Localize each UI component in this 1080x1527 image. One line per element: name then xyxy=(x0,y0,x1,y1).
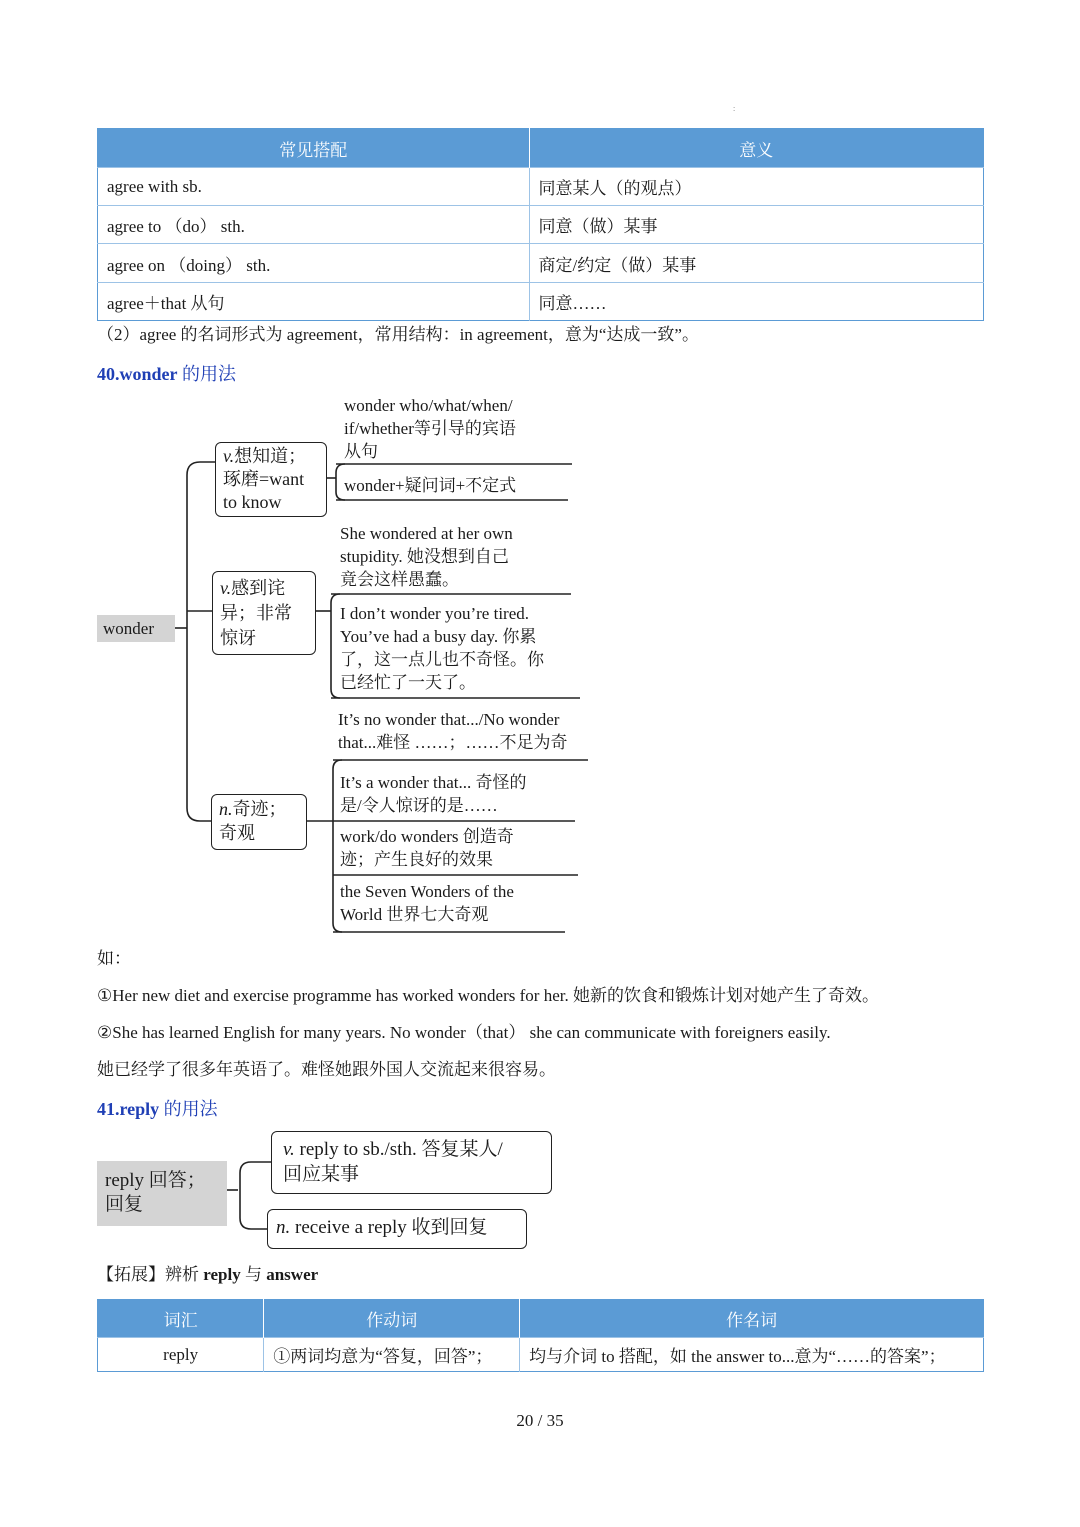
item-line: 已经忙了一天了。 xyxy=(340,673,476,692)
table-cell: reply xyxy=(98,1338,264,1372)
pos-label: v. xyxy=(283,1139,295,1160)
item-line: 从句 xyxy=(344,442,378,461)
table-row xyxy=(98,1338,984,1372)
item-line: work/do wonders 创造奇 xyxy=(340,827,514,846)
table-cell: agree on （doing） sth. xyxy=(98,244,530,283)
node-line: reply to sb./sth. 答复某人/ xyxy=(294,1139,503,1160)
node-line: 回应某事 xyxy=(283,1164,360,1185)
item-line: if/whether等引导的宾语 xyxy=(344,419,516,438)
section-title: 的用法 xyxy=(177,364,236,384)
item-line: 是/令人惊讶的是…… xyxy=(340,796,498,815)
example-sentence: ②She has learned English for many years. No wonder（that） she can communicate with foreigners easily. xyxy=(97,1023,831,1042)
agreement-note: （2）agree 的名词形式为 agreement，常用结构：in agreement，意为“达成一致”。 xyxy=(97,325,699,344)
example-translation: 她已经学了很多年英语了。难怪她跟外国人交流起来很容易。 xyxy=(97,1060,556,1079)
node-line: 回复 xyxy=(105,1194,144,1215)
node-line: 奇观 xyxy=(219,823,255,843)
table-cell: agree with sb. xyxy=(98,168,530,206)
reply-root-node xyxy=(97,1161,227,1226)
item-line: World 世界七大奇观 xyxy=(340,905,489,924)
example-sentence: ①Her new diet and exercise programme has worked wonders for her. 她新的饮食和锻炼计划对她产生了奇效。 xyxy=(97,986,879,1005)
table-header: 作名词 xyxy=(520,1300,984,1338)
node-line: to know xyxy=(223,492,282,512)
reply-noun-node xyxy=(267,1209,527,1249)
table-cell: 均与介词 to 搭配，如 the answer to...意为“……的答案”； xyxy=(520,1338,984,1372)
reply-verb-node xyxy=(271,1131,552,1194)
item-line: She wondered at her own xyxy=(340,524,513,543)
section-number: 40.wonder xyxy=(97,364,178,384)
extension-connector: 与 xyxy=(240,1265,267,1284)
section-number: 41.reply xyxy=(97,1099,160,1119)
node-line: receive a reply 收到回复 xyxy=(290,1217,488,1238)
extension-heading xyxy=(97,1264,318,1286)
item-line: 迹；产生良好的效果 xyxy=(340,850,493,869)
node-line: 琢磨=want xyxy=(223,469,305,489)
node-line: 感到诧 xyxy=(231,578,286,598)
item-line: wonder+疑问词+不定式 xyxy=(344,476,517,495)
table-header: 常见搭配 xyxy=(98,129,530,168)
item-line: It’s no wonder that.../No wonder xyxy=(338,710,560,729)
keyword-answer: answer xyxy=(266,1265,319,1284)
table-header: 作动词 xyxy=(264,1300,520,1338)
table-header: 词汇 xyxy=(98,1300,264,1338)
item-line: You’ve had a busy day. 你累 xyxy=(340,627,537,646)
table-cell: ①两词均意为“答复，回答”； xyxy=(264,1338,520,1372)
item-line: 了，这一点儿也不奇怪。你 xyxy=(340,650,544,669)
keyword-reply: reply xyxy=(203,1265,241,1284)
reply-answer-table xyxy=(97,1299,984,1372)
page-number: 20 / 35 xyxy=(516,1411,564,1430)
node-line: 奇迹； xyxy=(232,799,287,819)
item-line: wonder who/what/when/ xyxy=(344,396,513,415)
node-line: 想知道； xyxy=(234,446,307,466)
table-cell: 商定/约定（做）某事 xyxy=(529,244,983,283)
item-line: the Seven Wonders of the xyxy=(340,882,514,901)
item-line: I don’t wonder you’re tired. xyxy=(340,604,529,623)
pos-label: v. xyxy=(220,578,232,598)
extension-label: 【拓展】辨析 xyxy=(97,1265,204,1284)
table-cell: agree＋that 从句 xyxy=(98,283,530,321)
node-line: reply 回答； xyxy=(105,1170,206,1191)
pos-label: n. xyxy=(276,1217,291,1238)
item-line: that...难怪 ……；……不足为奇 xyxy=(338,733,568,752)
table-header: 意义 xyxy=(529,129,983,168)
node-line: 异；非常 xyxy=(220,603,292,623)
pos-label: v. xyxy=(223,446,235,466)
table-cell: agree to （do） sth. xyxy=(98,206,530,244)
item-line: It’s a wonder that... 奇怪的 xyxy=(340,773,527,792)
table-cell: 同意（做）某事 xyxy=(529,206,983,244)
section-title: 的用法 xyxy=(159,1099,218,1119)
item-line: stupidity. 她没想到自己 xyxy=(340,547,509,566)
examples-intro: 如： xyxy=(97,949,131,968)
table-cell: 同意…… xyxy=(529,283,983,321)
node-line: 惊讶 xyxy=(220,628,256,648)
top-mark: : xyxy=(733,104,736,113)
table-cell: 同意某人（的观点） xyxy=(529,168,983,206)
pos-label: n. xyxy=(219,799,233,819)
wonder-root-node: wonder xyxy=(97,615,175,642)
table-header-row xyxy=(98,1300,984,1338)
item-line: 竟会这样愚蠢。 xyxy=(340,570,459,589)
